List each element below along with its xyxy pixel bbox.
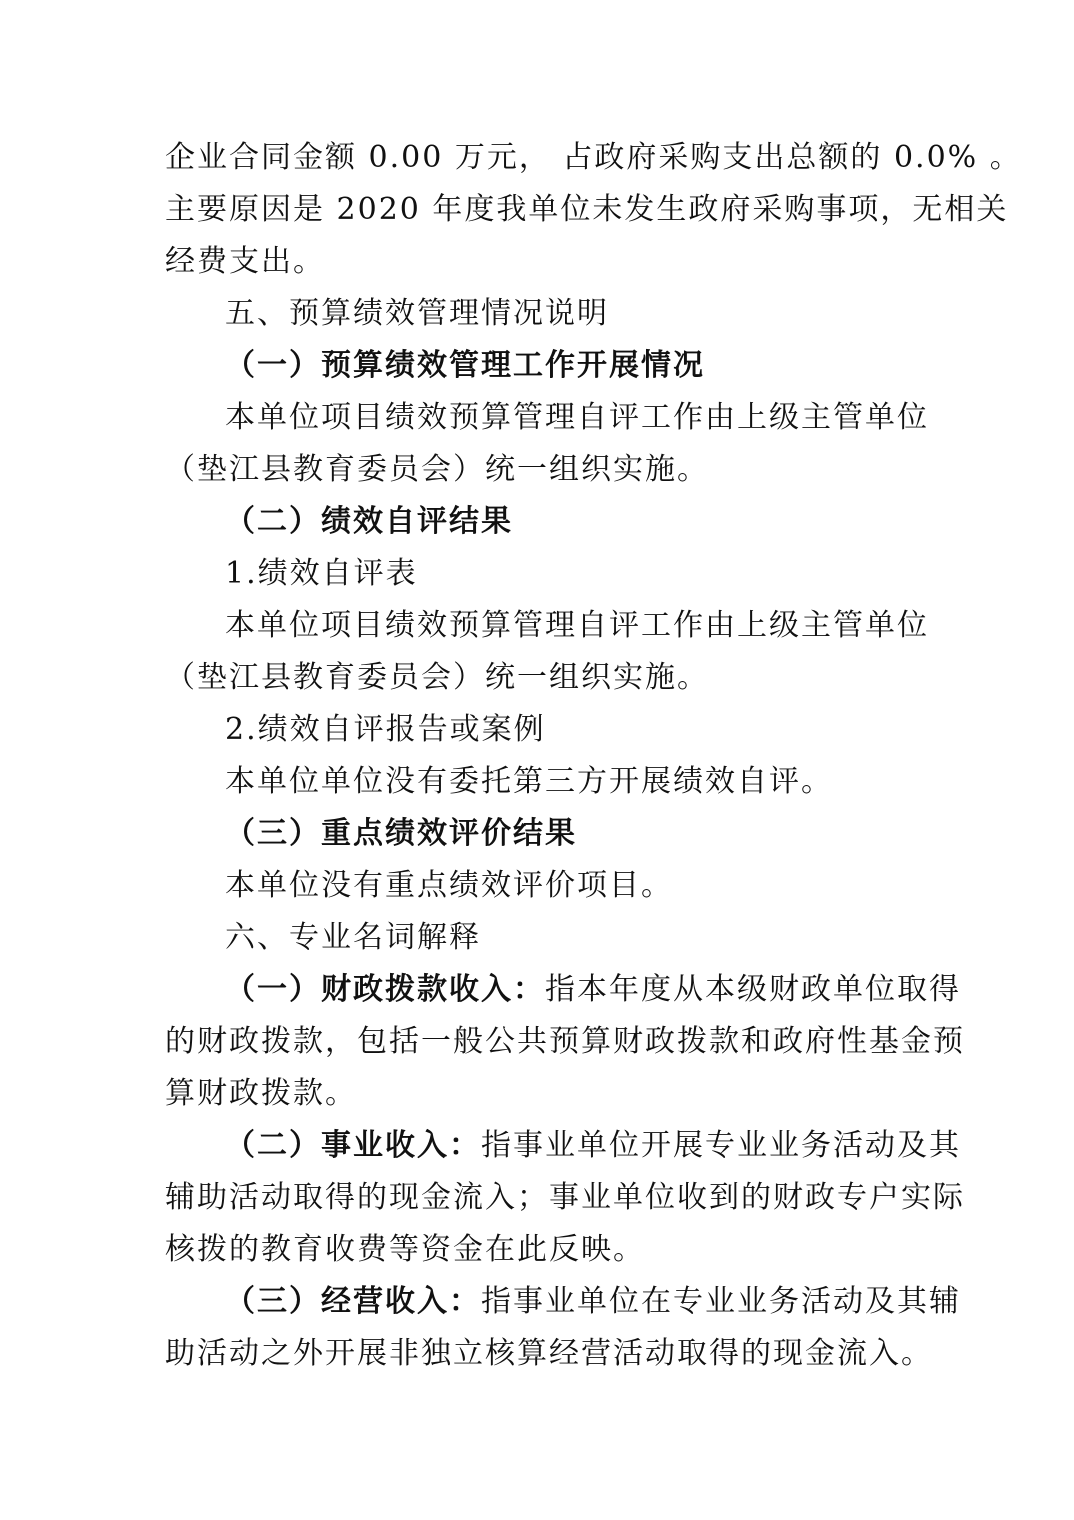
definition-text: 指事业单位在专业业务活动及其辅 (481, 1284, 961, 1319)
list-item-heading: 2.绩效自评报告或案例 (225, 712, 546, 747)
paragraph-line: 辅助活动取得的现金流入；事业单位收到的财政专户实际 (165, 1180, 965, 1215)
subheading-5-2: （二）绩效自评结果 (225, 504, 513, 539)
paragraph-line: 助活动之外开展非独立核算经营活动取得的现金流入。 (165, 1336, 933, 1371)
paragraph-line: 主要原因是 2020 年度我单位未发生政府采购事项，无相关 (165, 192, 1009, 227)
paragraph-line: 经费支出。 (165, 244, 325, 279)
definition-term: （二）事业收入： (225, 1128, 481, 1163)
definition-fiscal-appropriation (165, 964, 961, 1016)
paragraph-line: 企业合同金额 0.00 万元， 占政府采购支出总额的 0.0% 。 (165, 140, 1022, 175)
list-item-heading: 1.绩效自评表 (225, 556, 418, 591)
subheading-5-3: （三）重点绩效评价结果 (225, 816, 577, 851)
paragraph-line: 本单位没有重点绩效评价项目。 (225, 868, 673, 903)
section-heading-5: 五、预算绩效管理情况说明 (225, 296, 609, 331)
paragraph-line: 的财政拨款，包括一般公共预算财政拨款和政府性基金预 (165, 1024, 965, 1059)
section-heading-6: 六、专业名词解释 (225, 920, 481, 955)
paragraph-line: （垫江县教育委员会）统一组织实施。 (165, 660, 709, 695)
definition-operating-income (165, 1276, 961, 1328)
subheading-5-1: （一）预算绩效管理工作开展情况 (225, 348, 705, 383)
definition-text: 指本年度从本级财政单位取得 (545, 972, 961, 1007)
paragraph-line: 算财政拨款。 (165, 1076, 357, 1111)
definition-business-income (165, 1120, 961, 1172)
definition-term: （三）经营收入： (225, 1284, 481, 1319)
paragraph-line: 核拨的教育收费等资金在此反映。 (165, 1232, 645, 1267)
paragraph-line: 本单位单位没有委托第三方开展绩效自评。 (225, 764, 833, 799)
paragraph-line: （垫江县教育委员会）统一组织实施。 (165, 452, 709, 487)
paragraph-line: 本单位项目绩效预算管理自评工作由上级主管单位 (225, 608, 929, 643)
definition-term: （一）财政拨款收入： (225, 972, 545, 1007)
paragraph-line: 本单位项目绩效预算管理自评工作由上级主管单位 (225, 400, 929, 435)
definition-text: 指事业单位开展专业业务活动及其 (481, 1128, 961, 1163)
